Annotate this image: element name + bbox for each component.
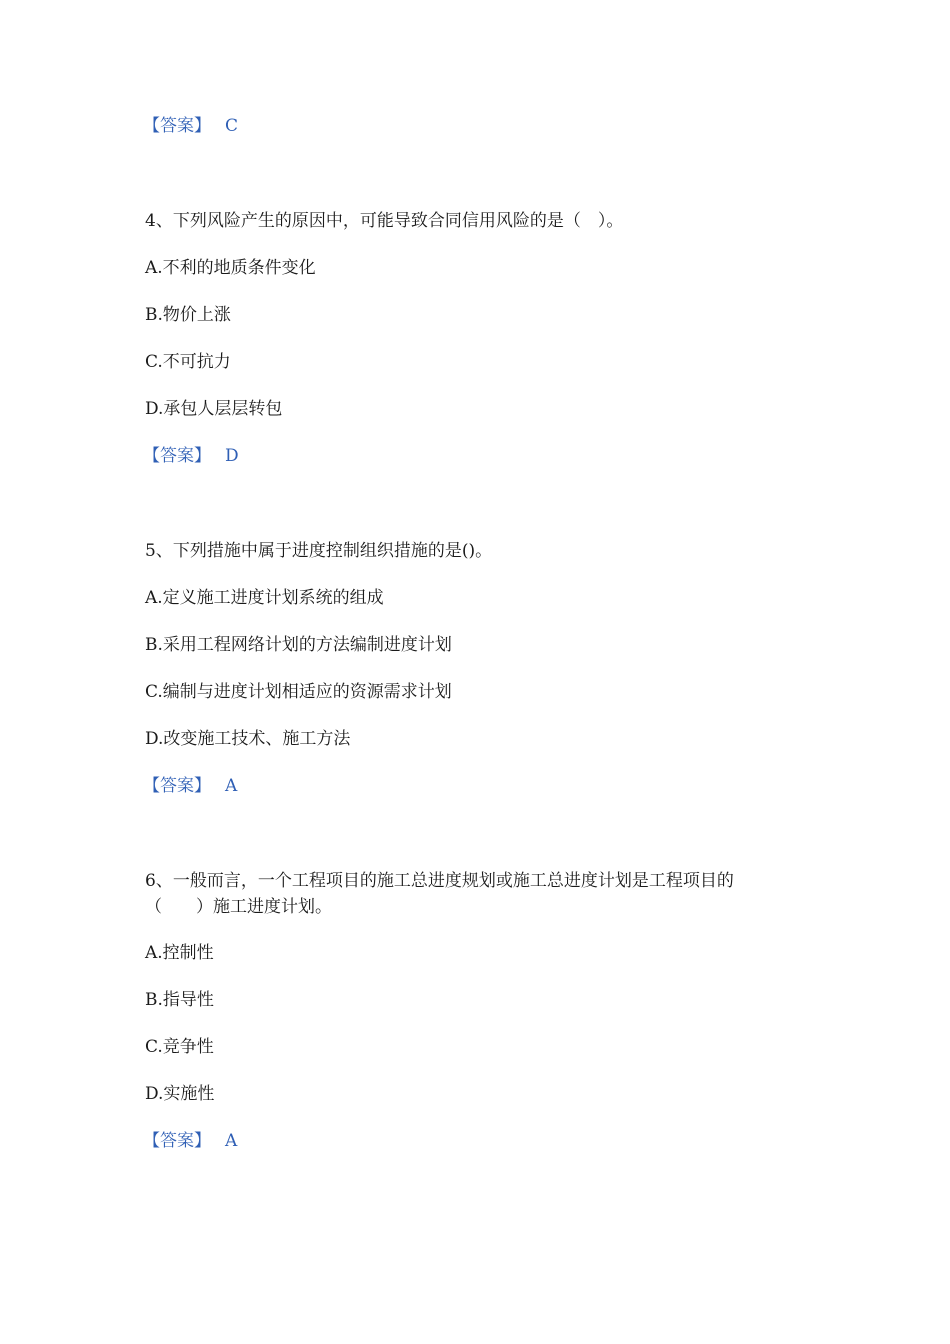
answer-q5: [143, 775, 237, 797]
answer-label: 【答案】: [143, 116, 211, 136]
answer-value: A: [225, 776, 238, 796]
answer-value: A: [225, 1131, 238, 1151]
question-6-stem-line2: （ ）施工进度计划。: [145, 897, 332, 917]
answer-label: 【答案】: [143, 446, 211, 466]
question-5-stem: 5、下列措施中属于进度控制组织措施的是()。: [145, 541, 493, 561]
question-4-option-b: B.物价上涨: [145, 305, 231, 325]
question-6-option-d: D.实施性: [145, 1084, 215, 1104]
question-6-option-c: C.竞争性: [145, 1037, 214, 1057]
question-4-option-c: C.不可抗力: [145, 352, 231, 372]
answer-label: 【答案】: [143, 776, 211, 796]
question-5-option-c: C.编制与进度计划相适应的资源需求计划: [145, 682, 452, 702]
question-6-stem-line1: 6、一般而言，一个工程项目的施工总进度规划或施工总进度计划是工程项目的: [145, 871, 734, 891]
answer-prev: [143, 115, 238, 137]
question-6-option-b: B.指导性: [145, 990, 214, 1010]
question-4-option-d: D.承包人层层转包: [145, 399, 283, 419]
question-5-option-a: A.定义施工进度计划系统的组成: [145, 588, 384, 608]
question-4-stem: 4、下列风险产生的原因中，可能导致合同信用风险的是（ ）。: [145, 211, 624, 231]
answer-q6: [143, 1130, 237, 1152]
question-6-option-a: A.控制性: [145, 943, 214, 963]
question-5-option-d: D.改变施工技术、施工方法: [145, 729, 351, 749]
question-4-option-a: A.不利的地质条件变化: [145, 258, 316, 278]
answer-value: C: [225, 116, 239, 136]
answer-value: D: [225, 446, 239, 466]
answer-label: 【答案】: [143, 1131, 211, 1151]
question-5-option-b: B.采用工程网络计划的方法编制进度计划: [145, 635, 452, 655]
answer-q4: [143, 445, 239, 467]
